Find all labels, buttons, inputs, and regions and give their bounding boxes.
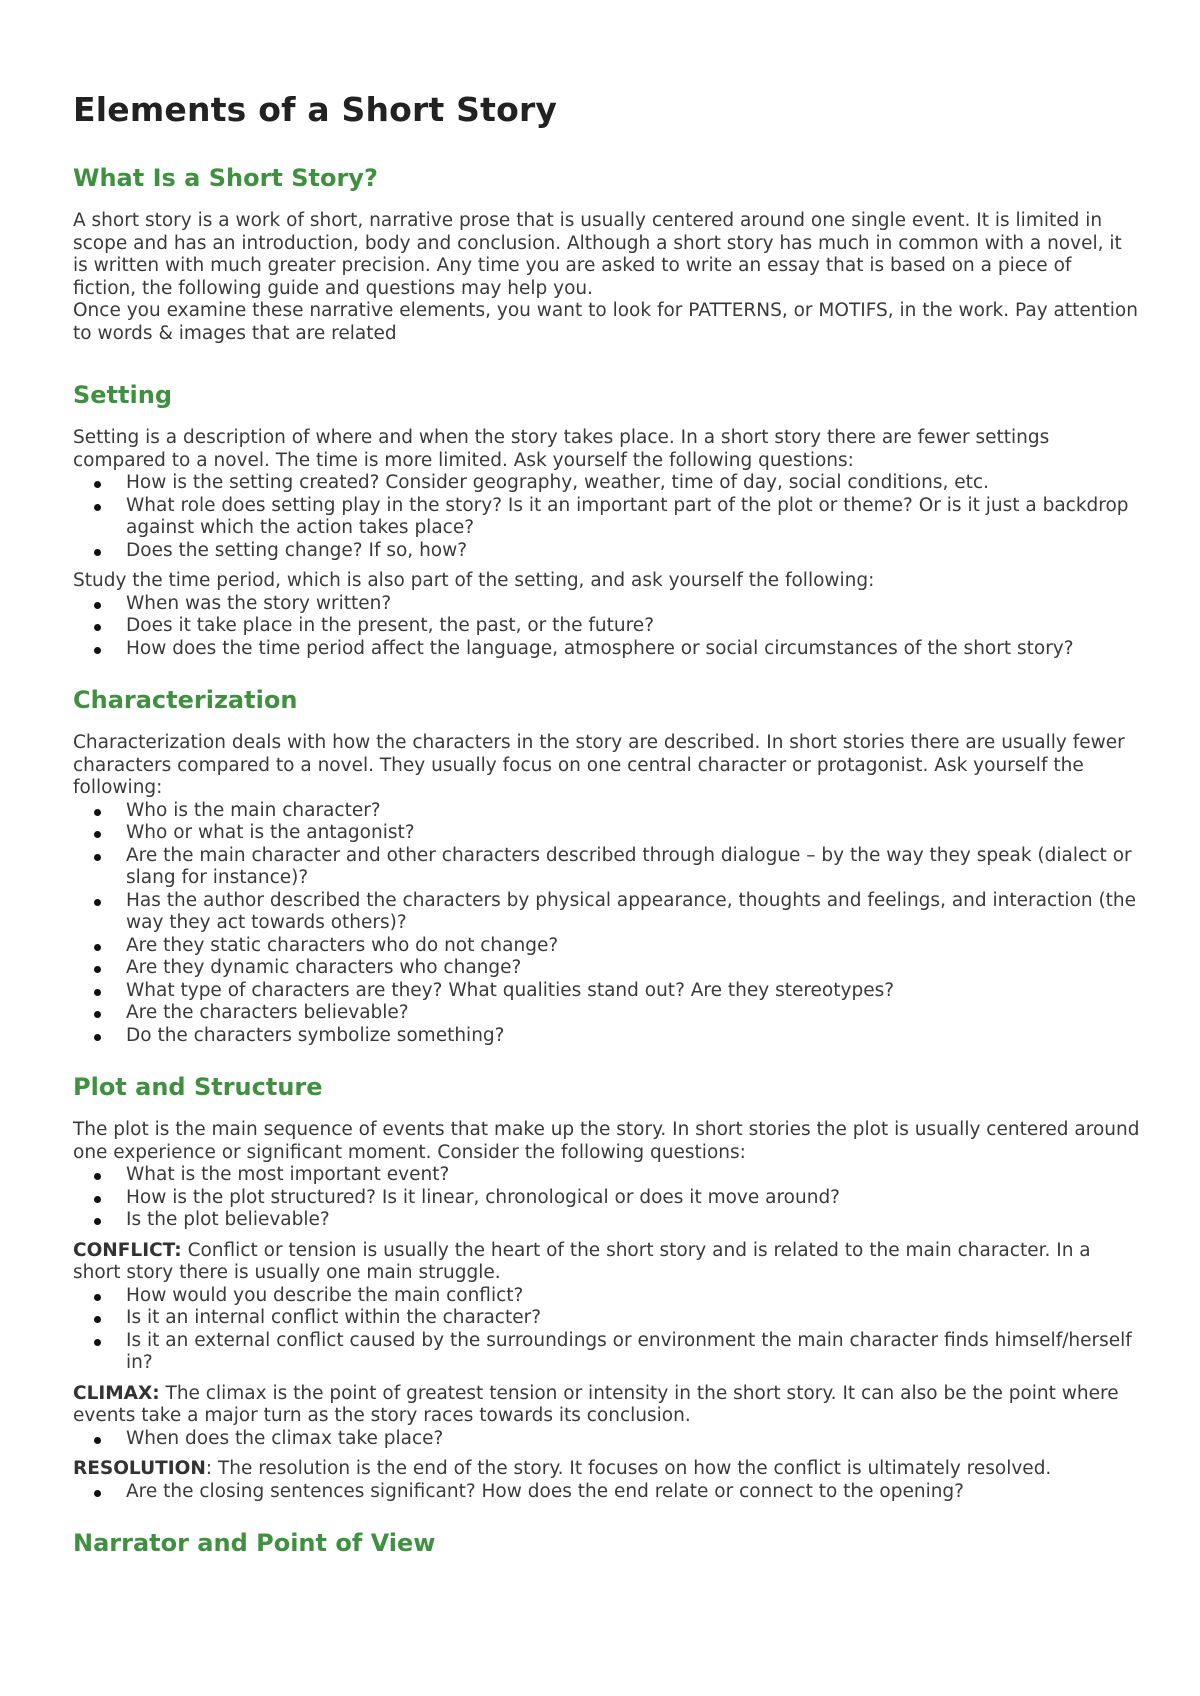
list-item: How is the plot structured? Is it linear, chronological or does it move around? xyxy=(126,1187,1140,1210)
conflict-paragraph: CONFLICT: Conflict or tension is usually the heart of the short story and is related to the main character. In a short story there is usually one main struggle. xyxy=(73,1239,1091,1283)
bullet-list xyxy=(73,800,1140,1048)
list-item: Who is the main character? xyxy=(126,800,1140,823)
climax-label: CLIMAX: xyxy=(73,1382,160,1404)
list-item: Does the setting change? If so, how? xyxy=(126,540,1140,563)
bullet-icon xyxy=(94,899,101,906)
bullet-icon xyxy=(94,481,101,488)
section-plot xyxy=(73,1073,1140,1503)
bullet-icon xyxy=(94,966,101,973)
list-item: Is it an internal conflict within the character? xyxy=(126,1307,1140,1330)
bullet-icon xyxy=(94,854,101,861)
climax-paragraph: CLIMAX: The climax is the point of greatest tension or intensity in the short story. It can also be the point where events take a major turn as the story races towards its conclusion. xyxy=(73,1382,1119,1426)
bullet-icon xyxy=(94,831,101,838)
bullet-icon xyxy=(94,1339,101,1346)
list-item: What is the most important event? xyxy=(126,1164,1140,1187)
section-heading: Plot and Structure xyxy=(73,1073,323,1101)
paragraph: The plot is the main sequence of events that make up the story. In short stories the plot is usually centered around one experience or significant moment. Consider the following questions: xyxy=(73,1119,1140,1163)
bullet-icon xyxy=(94,1173,101,1180)
paragraph: Characterization deals with how the characters in the story are described. In short stories there are usually fewer characters compared to a novel. They usually focus on one central character or protagonist. Ask yourself the following: xyxy=(73,732,1125,798)
list-item: Do the characters symbolize something? xyxy=(126,1025,1140,1048)
list-item: How does the time period affect the language, atmosphere or social circumstances of the short story? xyxy=(126,638,1140,661)
bullet-icon xyxy=(94,1011,101,1018)
bullet-icon xyxy=(94,647,101,654)
paragraph: Study the time period, which is also part of the setting, and ask yourself the following: xyxy=(73,570,875,591)
bullet-list xyxy=(73,1481,1140,1504)
list-item: Is the plot believable? xyxy=(126,1209,1140,1232)
paragraph: Once you examine these narrative elements, you want to look for PATTERNS, or MOTIFS, in the work. Pay attention to words & images that are related xyxy=(73,300,1138,344)
section-heading: What Is a Short Story? xyxy=(73,164,378,192)
bullet-icon xyxy=(94,1294,101,1301)
bullet-list xyxy=(73,1428,1140,1451)
list-item: What role does setting play in the story? Is it an important part of the plot or theme? Or is it just a backdrop against which the action takes place? xyxy=(126,495,1140,540)
list-item: How is the setting created? Consider geography, weather, time of day, social conditions, etc. xyxy=(126,472,1140,495)
bullet-list xyxy=(73,593,1140,661)
bullet-icon xyxy=(94,944,101,951)
bullet-icon xyxy=(94,602,101,609)
list-item: What type of characters are they? What qualities stand out? Are they stereotypes? xyxy=(126,980,1140,1003)
bullet-icon xyxy=(94,1034,101,1041)
bullet-icon xyxy=(94,504,101,511)
list-item: Does it take place in the present, the past, or the future? xyxy=(126,615,1140,638)
resolution-label: RESOLUTION xyxy=(73,1458,206,1479)
bullet-icon xyxy=(94,1437,101,1444)
bullet-list xyxy=(73,1285,1140,1375)
list-item: How would you describe the main conflict? xyxy=(126,1285,1140,1308)
list-item: Are they dynamic characters who change? xyxy=(126,957,1140,980)
list-item: Are the main character and other characters described through dialogue – by the way they speak (dialect or slang for instance)? xyxy=(126,845,1140,890)
bullet-icon xyxy=(94,1218,101,1225)
list-item: Is it an external conflict caused by the surroundings or environment the main character finds himself/herself in? xyxy=(126,1330,1140,1375)
list-item: When does the climax take place? xyxy=(126,1428,1140,1451)
bullet-icon xyxy=(94,1196,101,1203)
section-characterization xyxy=(73,686,1140,1047)
list-item: Are they static characters who do not change? xyxy=(126,935,1140,958)
list-item: When was the story written? xyxy=(126,593,1140,616)
bullet-list xyxy=(73,1164,1140,1232)
section-heading: Setting xyxy=(73,381,172,409)
bullet-icon xyxy=(94,1316,101,1323)
section-setting xyxy=(73,381,1140,660)
conflict-label: CONFLICT: xyxy=(73,1239,182,1261)
section-heading: Characterization xyxy=(73,686,298,714)
bullet-icon xyxy=(94,624,101,631)
bullet-list xyxy=(73,472,1140,562)
list-item: Who or what is the antagonist? xyxy=(126,822,1140,845)
section-heading: Narrator and Point of View xyxy=(73,1529,436,1557)
section-what-is xyxy=(73,164,1140,345)
section-narrator xyxy=(73,1529,1140,1557)
document-title: Elements of a Short Story xyxy=(73,90,558,129)
list-item: Has the author described the characters by physical appearance, thoughts and feelings, and interaction (the way they act towards others)? xyxy=(126,890,1140,935)
paragraph: A short story is a work of short, narrative prose that is usually centered around one single event. It is limited in scope and has an introduction, body and conclusion. Although a short story has much in common with a novel, it is written with much greater precision. Any time you are asked to write an essay that is based on a piece of fiction, the following guide and questions may help you. xyxy=(73,210,1122,299)
bullet-icon xyxy=(94,989,101,996)
bullet-icon xyxy=(94,549,101,556)
list-item: Are the characters believable? xyxy=(126,1002,1140,1025)
list-item: Are the closing sentences significant? How does the end relate or connect to the opening? xyxy=(126,1481,1140,1504)
bullet-icon xyxy=(94,809,101,816)
bullet-icon xyxy=(94,1490,101,1497)
resolution-paragraph: RESOLUTION: The resolution is the end of the story. It focuses on how the conflict is ultimately resolved. xyxy=(73,1458,1052,1479)
paragraph: Setting is a description of where and when the story takes place. In a short story there are fewer settings compared to a novel. The time is more limited. Ask yourself the following questions: xyxy=(73,427,1050,471)
